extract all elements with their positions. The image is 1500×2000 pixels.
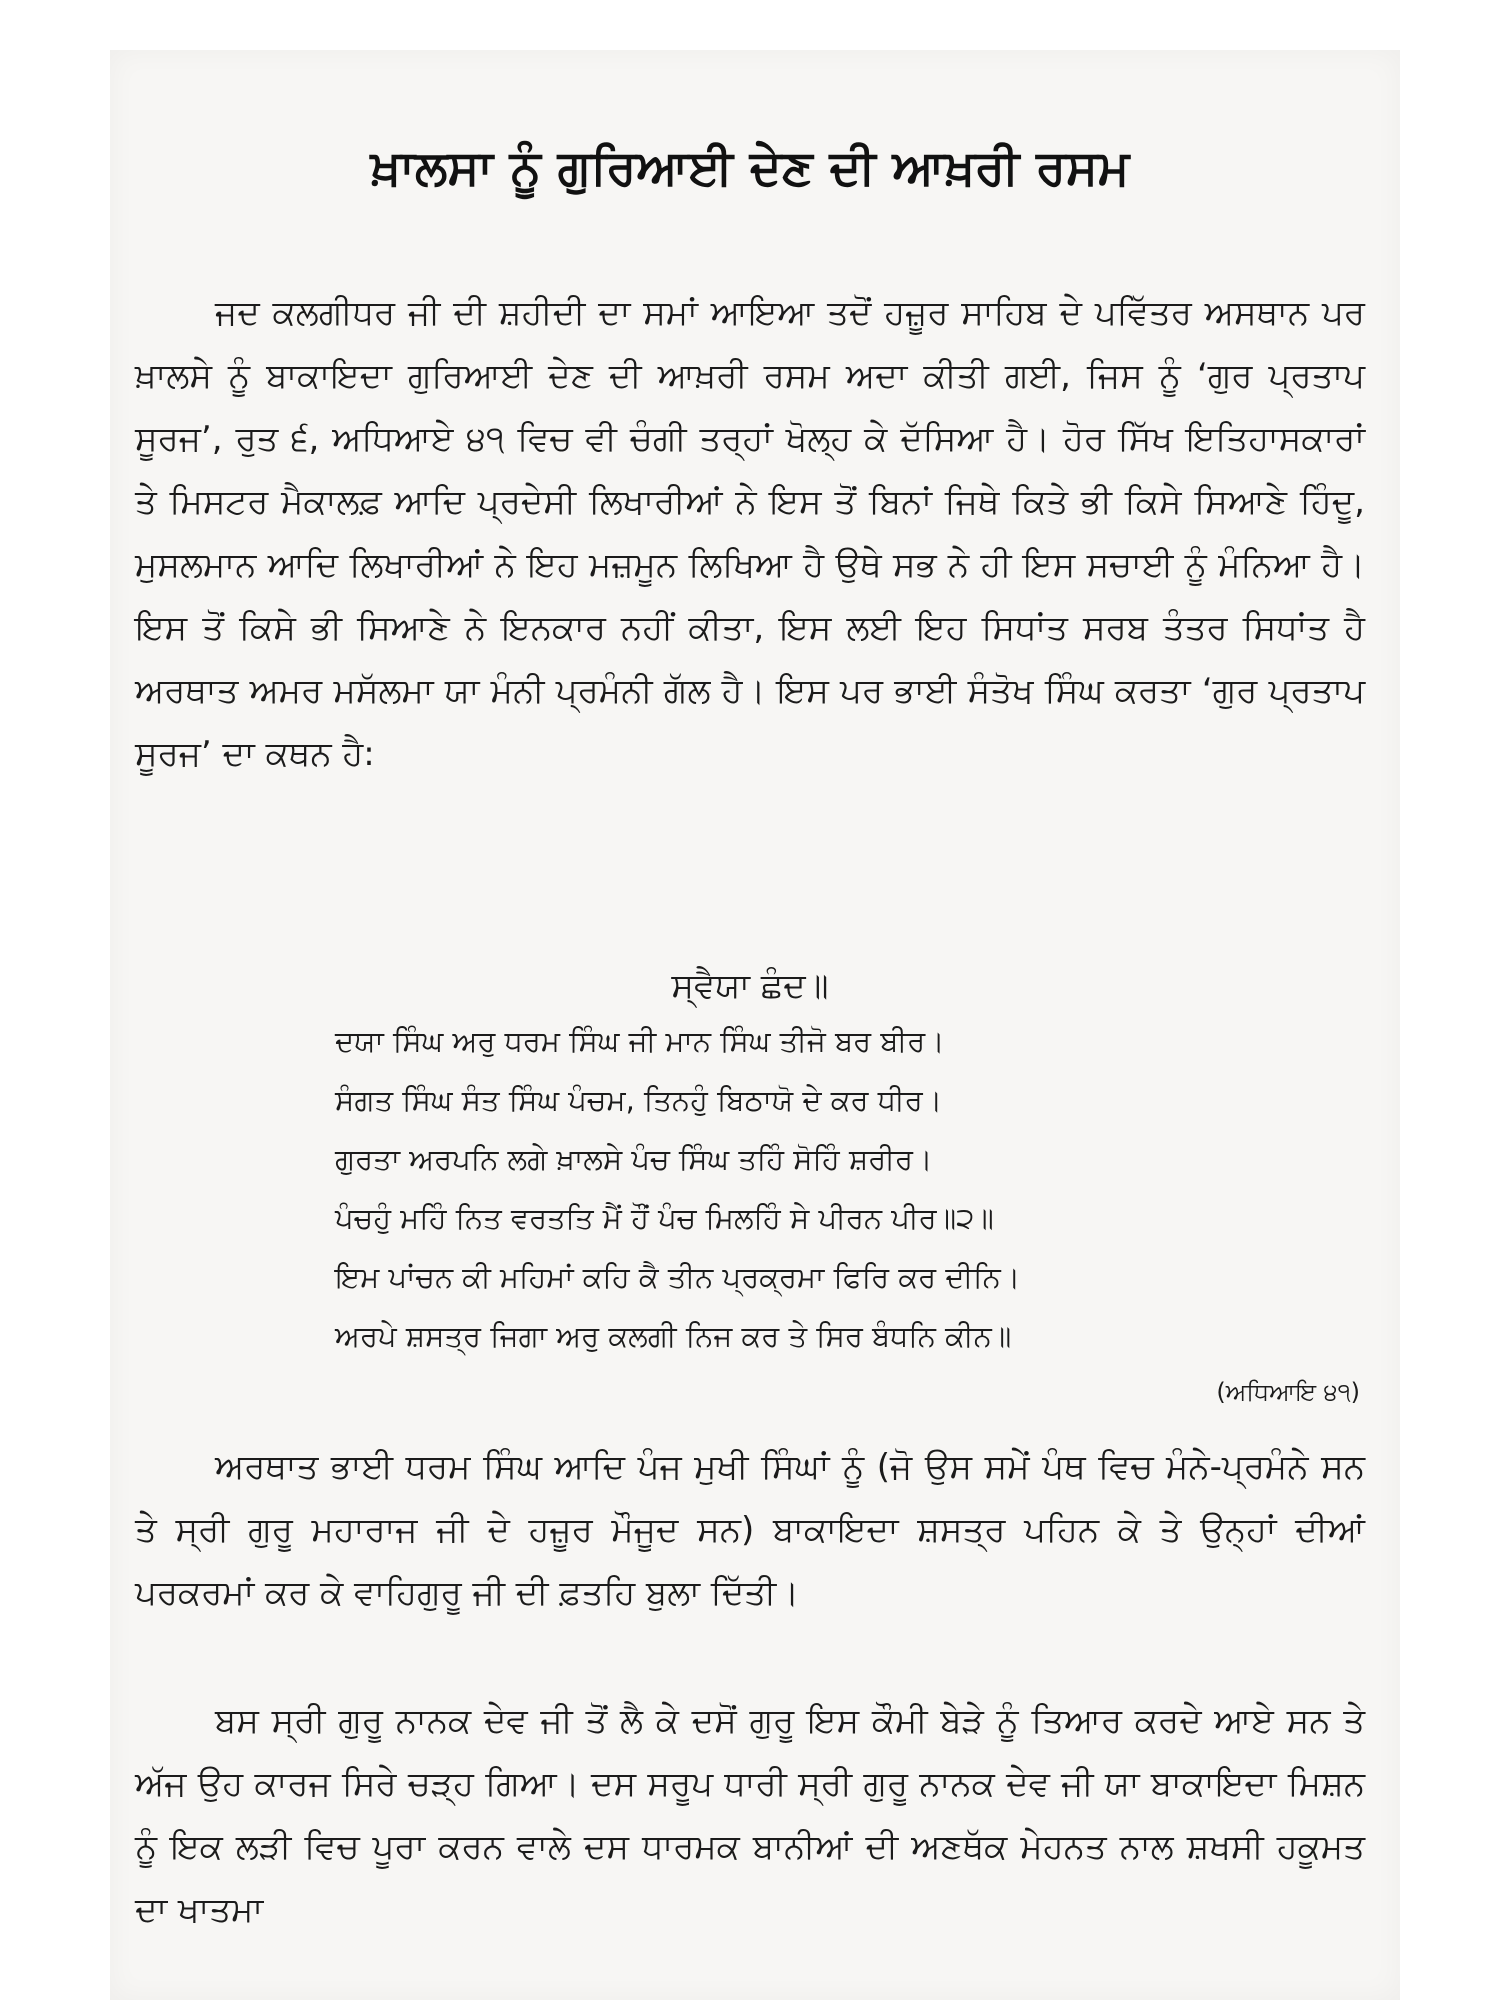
verse-line: ਇਮ ਪਾਂਚਨ ਕੀ ਮਹਿਮਾਂ ਕਹਿ ਕੈ ਤੀਨ ਪ੍ਰਕ੍ਰਮਾ ਫਿਰਿ ਕਰ ਦੀਨਿ।: [335, 1260, 1021, 1294]
verse-line: ਸੰਗਤ ਸਿੰਘ ਸੰਤ ਸਿੰਘ ਪੰਚਮ, ਤਿਨਹੁੰ ਬਿਠਾਯੋ ਦੇ ਕਰ ਧੀਰ।: [335, 1083, 943, 1117]
verse-line: ਦਯਾ ਸਿੰਘ ਅਰੁ ਧਰਮ ਸਿੰਘ ਜੀ ਮਾਨ ਸਿੰਘ ਤੀਜੋ ਬਰ ਬੀਰ।: [335, 1024, 945, 1058]
verse-block: [335, 1012, 1295, 1366]
paragraph-explanation: ਅਰਥਾਤ ਭਾਈ ਧਰਮ ਸਿੰਘ ਆਦਿ ਪੰਜ ਮੁਖੀ ਸਿੰਘਾਂ ਨੂੰ (ਜੋ ਉਸ ਸਮੇਂ ਪੰਥ ਵਿਚ ਮੰਨੇ-ਪ੍ਰਮੰਨੇ ਸਨ ਤੇ ਸ੍ਰੀ ਗੁਰੂ ਮਹਾਰਾਜ ਜੀ ਦੇ ਹਜ਼ੂਰ ਮੌਜੂਦ ਸਨ) ਬਾਕਾਇਦਾ ਸ਼ਸਤ੍ਰ ਪਹਿਨ ਕੇ ਤੇ ਉਨ੍ਹਾਂ ਦੀਆਂ ਪਰਕਰਮਾਂ ਕਰ ਕੇ ਵਾਹਿਗੁਰੂ ਜੀ ਦੀ ਫ਼ਤਹਿ ਬੁਲਾ ਦਿੱਤੀ।: [135, 1447, 1365, 1613]
verse-citation: (ਅਧਿਆਇ ੪੧): [1216, 1378, 1360, 1406]
verse-line: ਅਰਪੇ ਸ਼ਸਤ੍ਰ ਜਿਗਾ ਅਰੁ ਕਲਗੀ ਨਿਜ ਕਰ ਤੇ ਸਿਰ ਬੰਧਨਿ ਕੀਨ॥: [335, 1319, 1012, 1353]
verse-heading: ਸ੍ਵੈਯਾ ਛੰਦ॥: [671, 966, 829, 1006]
paragraph-intro: ਜਦ ਕਲਗੀਧਰ ਜੀ ਦੀ ਸ਼ਹੀਦੀ ਦਾ ਸਮਾਂ ਆਇਆ ਤਦੋਂ ਹਜ਼ੂਰ ਸਾਹਿਬ ਦੇ ਪਵਿੱਤਰ ਅਸਥਾਨ ਪਰ ਖ਼ਾਲਸੇ ਨੂੰ ਬਾਕਾਇਦਾ ਗੁਰਿਆਈ ਦੇਣ ਦੀ ਆਖ਼ਰੀ ਰਸਮ ਅਦਾ ਕੀਤੀ ਗਈ, ਜਿਸ ਨੂੰ ‘ਗੁਰ ਪ੍ਰਤਾਪ ਸੂਰਜ’, ਰੁਤ ੬, ਅਧਿਆਏ ੪੧ ਵਿਚ ਵੀ ਚੰਗੀ ਤਰ੍ਹਾਂ ਖੋਲ੍ਹ ਕੇ ਦੱਸਿਆ ਹੈ। ਹੋਰ ਸਿੱਖ ਇਤਿਹਾਸਕਾਰਾਂ ਤੇ ਮਿਸਟਰ ਮੈਕਾਲਫ਼ ਆਦਿ ਪ੍ਰਦੇਸੀ ਲਿਖਾਰੀਆਂ ਨੇ ਇਸ ਤੋਂ ਬਿਨਾਂ ਜਿਥੇ ਕਿਤੇ ਭੀ ਕਿਸੇ ਸਿਆਣੇ ਹਿੰਦੂ, ਮੁਸਲਮਾਨ ਆਦਿ ਲਿਖਾਰੀਆਂ ਨੇ ਇਹ ਮਜ਼ਮੂਨ ਲਿਖਿਆ ਹੈ ਉਥੇ ਸਭ ਨੇ ਹੀ ਇਸ ਸਚਾਈ ਨੂੰ ਮੰਨਿਆ ਹੈ। ਇਸ ਤੋਂ ਕਿਸੇ ਭੀ ਸਿਆਣੇ ਨੇ ਇਨਕਾਰ ਨਹੀਂ ਕੀਤਾ, ਇਸ ਲਈ ਇਹ ਸਿਧਾਂਤ ਸਰਬ ਤੰਤਰ ਸਿਧਾਂਤ ਹੈ ਅਰਥਾਤ ਅਮਰ ਮਸੱਲਮਾ ਯਾ ਮੰਨੀ ਪ੍ਰਮੰਨੀ ਗੱਲ ਹੈ। ਇਸ ਪਰ ਭਾਈ ਸੰਤੋਖ ਸਿੰਘ ਕਰਤਾ ‘ਗੁਰ ਪ੍ਰਤਾਪ ਸੂਰਜ’ ਦਾ ਕਥਨ ਹੈ:: [135, 293, 1365, 774]
verse-line: ਗੁਰਤਾ ਅਰਪਨਿ ਲਗੇ ਖ਼ਾਲਸੇ ਪੰਚ ਸਿੰਘ ਤਹਿੰ ਸੋਹਿੰ ਸ਼ਰੀਰ।: [335, 1142, 933, 1176]
chapter-title: ਖ਼ਾਲਸਾ ਨੂੰ ਗੁਰਿਆਈ ਦੇਣ ਦੀ ਆਖ਼ਰੀ ਰਸਮ: [370, 140, 1130, 196]
paragraph-conclusion: ਬਸ ਸ੍ਰੀ ਗੁਰੂ ਨਾਨਕ ਦੇਵ ਜੀ ਤੋਂ ਲੈ ਕੇ ਦਸੋਂ ਗੁਰੂ ਇਸ ਕੌਮੀ ਬੇੜੇ ਨੂੰ ਤਿਆਰ ਕਰਦੇ ਆਏ ਸਨ ਤੇ ਅੱਜ ਉਹ ਕਾਰਜ ਸਿਰੇ ਚੜ੍ਹ ਗਿਆ। ਦਸ ਸਰੂਪ ਧਾਰੀ ਸ੍ਰੀ ਗੁਰੂ ਨਾਨਕ ਦੇਵ ਜੀ ਯਾ ਬਾਕਾਇਦਾ ਮਿਸ਼ਨ ਨੂੰ ਇਕ ਲੜੀ ਵਿਚ ਪੂਰਾ ਕਰਨ ਵਾਲੇ ਦਸ ਧਾਰਮਕ ਬਾਨੀਆਂ ਦੀ ਅਣਥੱਕ ਮੇਹਨਤ ਨਾਲ ਸ਼ਖਸੀ ਹਕੂਮਤ ਦਾ ਖਾਤਮਾ: [135, 1701, 1365, 1930]
verse-line: ਪੰਚਹੁੰ ਮਹਿੰ ਨਿਤ ਵਰਤਤਿ ਮੈਂ ਹੌਂ ਪੰਚ ਮਿਲਹਿੰ ਸੇ ਪੀਰਨ ਪੀਰ॥੨॥: [335, 1201, 994, 1235]
